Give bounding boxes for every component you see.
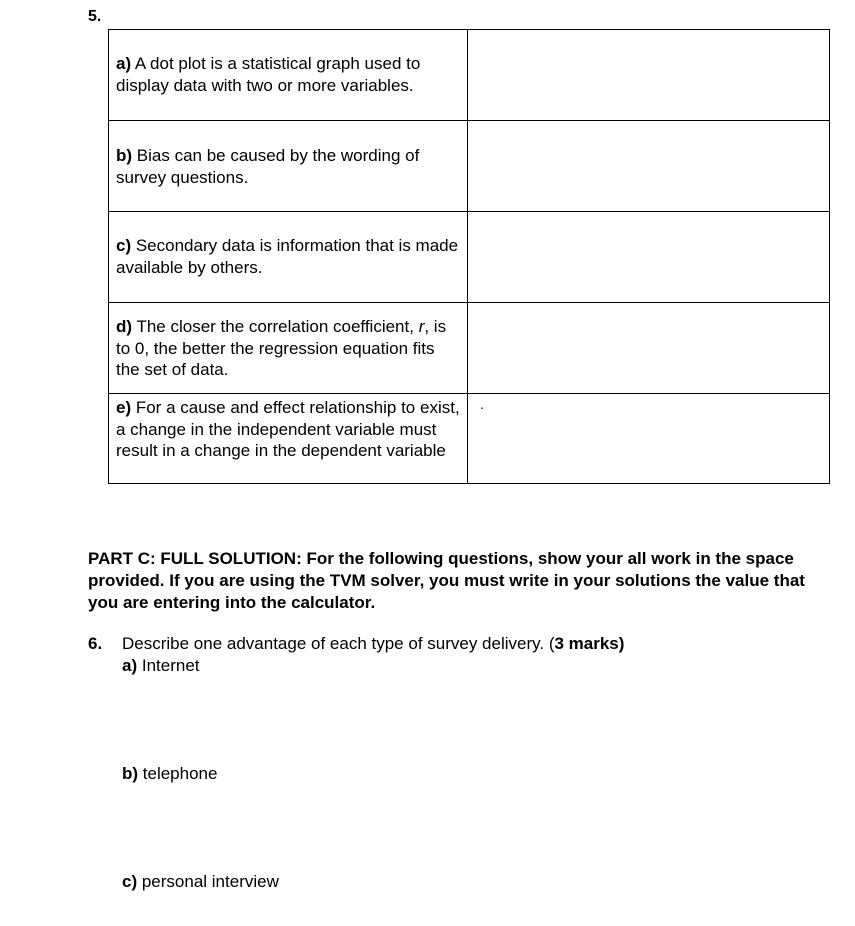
question-5-number: 5. (88, 8, 102, 25)
part-letter: c) (122, 872, 138, 891)
question-6-part-c (122, 871, 279, 893)
question-6-close: ) (618, 634, 625, 653)
statement-letter: e) (116, 398, 132, 417)
statement-text: , is to 0, the better the regression equation fits the set of data. (116, 317, 447, 379)
answer-cell-c[interactable] (468, 212, 830, 303)
statement-text: A dot plot is a statistical graph used to display data with two or more variables. (116, 54, 421, 95)
table-row (109, 212, 830, 303)
true-false-table (108, 29, 830, 484)
statement-letter: a) (116, 54, 132, 73)
answer-cell-e[interactable] (468, 394, 830, 484)
answer-cell-b[interactable] (468, 121, 830, 212)
statement-letter: c) (116, 236, 132, 255)
part-letter: b) (122, 764, 139, 783)
statement-text: For a cause and effect relationship to exist, a change in the independent variable must result in a change in the dependent variable (116, 398, 460, 460)
answer-value: . (480, 396, 484, 412)
statement-text: The closer the correlation coefficient, (132, 317, 419, 336)
correlation-symbol: r (418, 317, 425, 336)
table-row (109, 121, 830, 212)
question-6 (88, 633, 624, 655)
statement-text: Bias can be caused by the wording of survey questions. (116, 146, 420, 187)
statement-cell-b (109, 121, 468, 212)
statement-cell-d (109, 303, 468, 394)
statement-letter: b) (116, 146, 133, 165)
table-row (109, 394, 830, 484)
answer-cell-d[interactable] (468, 303, 830, 394)
statement-cell-c (109, 212, 468, 303)
table-row (109, 303, 830, 394)
statement-letter: d) (116, 317, 133, 336)
question-6-part-b (122, 763, 217, 785)
question-6-prompt: Describe one advantage of each type of survey delivery. ( (122, 634, 555, 653)
statement-cell-e (109, 394, 468, 484)
part-label: telephone (138, 764, 218, 783)
part-label: Internet (137, 656, 200, 675)
question-6-number: 6. (88, 634, 103, 653)
part-letter: a) (122, 656, 138, 675)
statement-text: Secondary data is information that is made available by others. (116, 236, 459, 277)
question-6-part-a (122, 655, 200, 677)
answer-cell-a[interactable] (468, 30, 830, 121)
table-row (109, 30, 830, 121)
question-6-marks: 3 marks (554, 634, 619, 653)
part-label: personal interview (137, 872, 279, 891)
part-c-heading: PART C: FULL SOLUTION: For the following questions, show your all work in the space provided. If you are using the TVM solver, you must write in your solutions the value that you are entering into the calculator. (88, 549, 805, 612)
statement-cell-a (109, 30, 468, 121)
